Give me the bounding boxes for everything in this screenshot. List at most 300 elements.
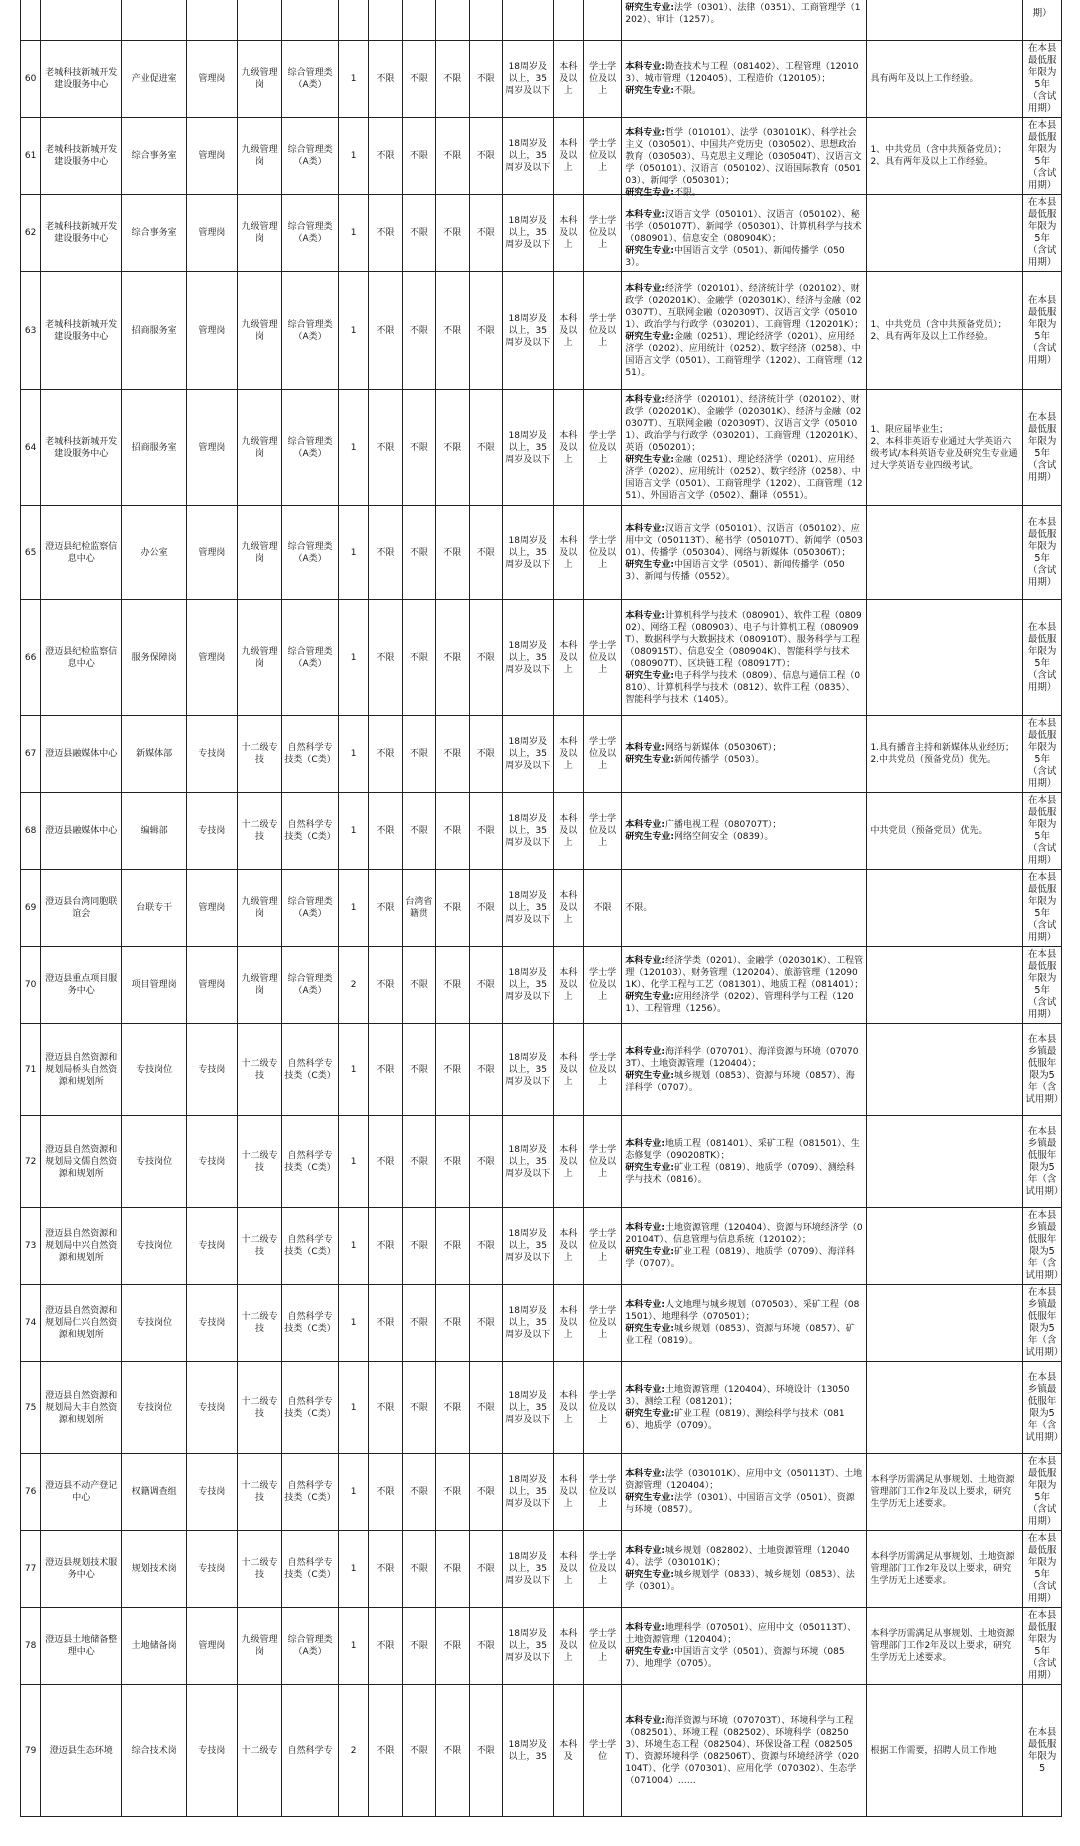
origin-cell: 不限 [402, 272, 435, 390]
service-term-cell: 在本县最低服年限为5年（含试用期） [1023, 41, 1062, 118]
origin-cell: 不限 [402, 1024, 435, 1116]
other-requirements-cell [867, 195, 1023, 272]
department-cell: 招商服务室 [122, 272, 187, 390]
hire-count-cell: 1 [338, 600, 368, 716]
service-term-cell: 在本县最低服年限为5年（含试用期） [1023, 793, 1062, 870]
post-level-cell: 九级管理岗 [237, 41, 282, 118]
ethnicity-cell: 不限 [369, 1531, 402, 1608]
ethnicity-cell [369, 0, 402, 41]
major-cell [622, 118, 867, 198]
ethnicity-cell: 不限 [369, 1362, 402, 1454]
hire-count-cell: 2 [338, 947, 368, 1024]
hire-count-cell: 1 [338, 1454, 368, 1531]
major-cell [622, 1208, 867, 1285]
exam-category-cell: 综合管理类（A类） [282, 118, 339, 195]
other-requirements-cell: 1、限应届毕业生； 2、本科非英语专业通过大学英语六级考试/本科英语专业及研究生专业通过大学英语专业四级考试。 [867, 390, 1023, 506]
major-label: 研究生专业: [625, 1493, 674, 1503]
post-type-cell: 专技岗 [187, 1024, 238, 1116]
major-label: 研究生专业: [625, 670, 674, 681]
major-label: 研究生专业: [625, 86, 674, 96]
other-requirements-cell: 1、中共党员（含中共预备党员）； 2、具有两年及以上工作经验。 [867, 118, 1023, 195]
other-requirements-cell: 1.具有播音主持和新媒体从业经历； 2.中共党员（预备党员）优先。 [867, 716, 1023, 793]
major-text: 土地资源管理（120404）、资源与环境经济学（020104T）、信息管理与信息系统（120102）； [625, 1223, 863, 1245]
major-label: 研究生专业: [625, 188, 674, 198]
major-line [625, 1222, 863, 1246]
table-row [21, 1454, 1062, 1531]
row-number-cell: 60 [21, 41, 41, 118]
service-term-cell: 在本县最低服年限为5年（含试用期） [1023, 1454, 1062, 1531]
major-line [625, 523, 863, 559]
major-line [625, 1323, 863, 1347]
department-cell: 综合事务室 [122, 195, 187, 272]
major-text: 海洋资源与环境（070703T）、环境科学与工程（082501）、环境工程（082502）、环境科学（082503）、环境生态工程（082504）、环保设备工程（082505T）、资源环境科学（082506T）、资源与环境经济学（020104T）、化学（070301）、应用化学（070302）、生态学（071004）…… [625, 1715, 859, 1786]
exam-category-cell: 自然科学专技类（C类） [282, 716, 339, 793]
hire-count-cell: 1 [338, 793, 368, 870]
exam-category-cell: 综合管理类（A类） [282, 390, 339, 506]
row-number-cell: 71 [21, 1024, 41, 1116]
origin-cell: 不限 [402, 1685, 435, 1817]
political-status-cell: 不限 [436, 1285, 469, 1362]
degree-cell: 学士学位及以上 [583, 600, 621, 716]
gender-cell [469, 0, 502, 41]
hire-count-cell: 1 [338, 118, 368, 195]
political-status-cell: 不限 [436, 947, 469, 1024]
row-number-cell: 68 [21, 793, 41, 870]
post-level-cell: 九级管理岗 [237, 1608, 282, 1685]
major-cell [622, 870, 867, 947]
political-status-cell: 不限 [436, 1531, 469, 1608]
political-status-cell: 不限 [436, 195, 469, 272]
post-level-cell: 九级管理岗 [237, 947, 282, 1024]
origin-cell: 不限 [402, 947, 435, 1024]
table-row [21, 1285, 1062, 1362]
row-number-cell: 70 [21, 947, 41, 1024]
education-cell: 本科及以上 [553, 947, 583, 1024]
gender-cell: 不限 [469, 1024, 502, 1116]
major-text: 经济学（020101）、经济统计学（020102）、财政学（020201K）、金融学（020301K）、经济与金融（020307T）、互联网金融（020309T）、汉语言文学（050101）、政治学与行政学（030201）、工商管理（120201K）； [625, 283, 864, 330]
post-type-cell: 专技岗 [187, 1531, 238, 1608]
major-line [625, 991, 863, 1015]
post-level-cell: 九级管理岗 [237, 870, 282, 947]
major-label: 本科专业: [625, 610, 665, 621]
ethnicity-cell: 不限 [369, 506, 402, 600]
unit-name-cell: 澄迈县自然资源和规划局中兴自然资源和规划所 [41, 1208, 122, 1285]
major-text: 不限。 [625, 903, 653, 913]
other-requirements-cell: 中共党员（预备党员）优先。 [867, 793, 1023, 870]
origin-cell: 不限 [402, 1608, 435, 1685]
major-text: 哲学（010101）、法学（030101K）、科学社会主义（030501）、中国共产党历史（030502）、思想政治教育（030503）、马克思主义理论（030504T）、汉语言文学（050101）、汉语言（050102）、汉语国际教育（050103）、新闻学（050301）； [625, 128, 862, 186]
service-term-cell: 在本县最低服年限为5年（含试用期） [1023, 118, 1062, 195]
education-cell: 本科及以上 [553, 195, 583, 272]
major-line [625, 2, 863, 26]
major-line [625, 1622, 863, 1646]
gender-cell: 不限 [469, 600, 502, 716]
unit-name-cell [41, 0, 122, 41]
service-term-cell: 在本县最低服年限为5年（含试用期） [1023, 1531, 1062, 1608]
unit-name-cell: 澄迈县重点项目服务中心 [41, 947, 122, 1024]
post-level-cell: 九级管理岗 [237, 272, 282, 390]
service-term-cell: 在本县最低服年限为5 [1023, 1685, 1062, 1817]
unit-name-cell: 澄迈县台湾同胞联谊会 [41, 870, 122, 947]
major-line [625, 245, 863, 269]
origin-cell: 不限 [402, 41, 435, 118]
unit-name-cell: 澄迈县自然资源和规划局仁兴自然资源和规划所 [41, 1285, 122, 1362]
other-requirements-cell: 本科学历需满足从事规划、土地资源管理部门工作2年及以上要求，研究生学历无上述要求。 [867, 1454, 1023, 1531]
post-type-cell: 管理岗 [187, 870, 238, 947]
other-requirements-cell [867, 1362, 1023, 1454]
age-requirement-cell: 18周岁及以上，35周岁及以下 [502, 41, 553, 118]
age-requirement-cell: 18周岁及以上，35周岁及以下 [502, 870, 553, 947]
education-cell: 本科及以上 [553, 793, 583, 870]
other-requirements-cell: 1、中共党员（含中共预备党员）； 2、具有两年及以上工作经验。 [867, 272, 1023, 390]
major-line [625, 819, 863, 831]
ethnicity-cell: 不限 [369, 947, 402, 1024]
row-number-cell: 78 [21, 1608, 41, 1685]
post-level-cell: 十二级专技 [237, 1024, 282, 1116]
table-row [21, 870, 1062, 947]
political-status-cell: 不限 [436, 41, 469, 118]
degree-cell: 学士学位及以上 [583, 506, 621, 600]
hire-count-cell: 1 [338, 1208, 368, 1285]
service-term-cell: 在本县最低服年限为5年（含试用期） [1023, 506, 1062, 600]
department-cell: 土地储备岗 [122, 1608, 187, 1685]
gender-cell: 不限 [469, 506, 502, 600]
major-cell [622, 1608, 867, 1685]
origin-cell [402, 0, 435, 41]
education-cell [553, 0, 583, 41]
other-requirements-cell [867, 506, 1023, 600]
ethnicity-cell: 不限 [369, 793, 402, 870]
major-text: 法学（030101K）、应用中文（050113T）、土地资源管理（120404）； [625, 1469, 863, 1491]
post-type-cell: 专技岗 [187, 716, 238, 793]
hire-count-cell: 1 [338, 1116, 368, 1208]
political-status-cell [436, 0, 469, 41]
education-cell: 本科及以上 [553, 272, 583, 390]
hire-count-cell: 2 [338, 1685, 368, 1817]
age-requirement-cell: 18周岁及以上，35周岁及以下 [502, 1116, 553, 1208]
other-requirements-cell [867, 1024, 1023, 1116]
table-row [21, 1116, 1062, 1208]
department-cell: 规划技术岗 [122, 1531, 187, 1608]
ethnicity-cell: 不限 [369, 118, 402, 195]
age-requirement-cell: 18周岁及以上，35周岁及以下 [502, 600, 553, 716]
ethnicity-cell: 不限 [369, 1208, 402, 1285]
major-line [625, 1408, 863, 1432]
hire-count-cell: 1 [338, 1024, 368, 1116]
table-row [21, 1208, 1062, 1285]
origin-cell: 不限 [402, 1531, 435, 1608]
major-line [625, 610, 863, 670]
major-label: 本科专业: [625, 523, 665, 534]
ethnicity-cell: 不限 [369, 195, 402, 272]
major-cell [622, 1285, 867, 1362]
education-cell: 本科及以上 [553, 390, 583, 506]
origin-cell: 不限 [402, 1285, 435, 1362]
post-type-cell: 专技岗 [187, 1208, 238, 1285]
degree-cell: 学士学位 [583, 1685, 621, 1817]
post-level-cell: 十二级专技 [237, 1362, 282, 1454]
department-cell: 权籍调查组 [122, 1454, 187, 1531]
post-type-cell: 管理岗 [187, 947, 238, 1024]
major-label: 本科专业: [625, 1715, 665, 1726]
major-label: 本科专业: [625, 743, 665, 753]
hire-count-cell: 1 [338, 1531, 368, 1608]
post-level-cell: 十二级专技 [237, 793, 282, 870]
unit-name-cell: 老城科技新城开发建设服务中心 [41, 41, 122, 118]
department-cell: 招商服务室 [122, 390, 187, 506]
other-requirements-cell [867, 0, 1023, 41]
political-status-cell: 不限 [436, 1116, 469, 1208]
age-requirement-cell: 18周岁及以上，35周岁及以下 [502, 716, 553, 793]
degree-cell: 学士学位及以上 [583, 195, 621, 272]
ethnicity-cell: 不限 [369, 1024, 402, 1116]
department-cell: 服务保障岗 [122, 600, 187, 716]
unit-name-cell: 澄迈县融媒体中心 [41, 716, 122, 793]
row-number-cell: 62 [21, 195, 41, 272]
major-label: 本科专业: [625, 128, 665, 138]
major-cell [622, 1024, 867, 1116]
major-label: 研究生专业: [625, 454, 674, 465]
row-number-cell: 77 [21, 1531, 41, 1608]
major-text: 城乡规划（0853）、资源与环境（0857）、海洋科学（0707）。 [625, 1070, 855, 1093]
major-line [625, 61, 863, 85]
department-cell: 专技岗位 [122, 1362, 187, 1454]
department-cell: 台联专干 [122, 870, 187, 947]
department-cell: 产业促进室 [122, 41, 187, 118]
post-type-cell: 管理岗 [187, 506, 238, 600]
major-cell [622, 716, 867, 793]
post-type-cell: 专技岗 [187, 1685, 238, 1817]
major-line [625, 394, 863, 454]
row-number-cell: 76 [21, 1454, 41, 1531]
table-row [21, 793, 1062, 870]
major-line [625, 1646, 863, 1670]
exam-category-cell [282, 0, 339, 41]
post-level-cell: 十二级专技 [237, 1208, 282, 1285]
ethnicity-cell: 不限 [369, 600, 402, 716]
major-line [625, 1468, 863, 1492]
major-text: 汉语言文学（050101）、汉语言（050102）、应用中文（050113T）、秘书学（050107T）、新闻学（050301）、传播学（050304）、网络与新媒体（050306T）； [625, 523, 864, 558]
post-type-cell: 管理岗 [187, 272, 238, 390]
table-row [21, 506, 1062, 600]
table-row [21, 716, 1062, 793]
major-line [625, 559, 863, 583]
table-row [21, 1362, 1062, 1454]
major-text: 海洋科学（070701）、海洋资源与环境（070703T）、土地资源管理（120404）； [625, 1046, 859, 1069]
hire-count-cell: 1 [338, 1285, 368, 1362]
exam-category-cell: 自然科学专技类（C类） [282, 1454, 339, 1531]
major-line [625, 1569, 863, 1593]
education-cell: 本科及以上 [553, 1285, 583, 1362]
major-line [625, 1545, 863, 1569]
major-label: 研究生专业: [625, 1647, 674, 1657]
education-cell: 本科及以上 [553, 41, 583, 118]
table-row [21, 118, 1062, 195]
major-cell [622, 1454, 867, 1531]
education-cell: 本科及以上 [553, 1454, 583, 1531]
education-cell: 本科及以上 [553, 716, 583, 793]
row-number-cell: 67 [21, 716, 41, 793]
hire-count-cell [338, 0, 368, 41]
other-requirements-cell [867, 870, 1023, 947]
political-status-cell: 不限 [436, 1208, 469, 1285]
major-text: 汉语言文学（050101）、汉语言（050102）、秘书学（050107T）、新闻学（050301）、计算机科学与技术（080901）、信息安全（080904K）； [625, 210, 862, 244]
major-line [625, 454, 863, 502]
degree-cell: 学士学位及以上 [583, 272, 621, 390]
age-requirement-cell: 18周岁及以上，35周岁及以下 [502, 1285, 553, 1362]
exam-category-cell: 综合管理类（A类） [282, 870, 339, 947]
post-level-cell: 九级管理岗 [237, 506, 282, 600]
unit-name-cell: 老城科技新城开发建设服务中心 [41, 272, 122, 390]
post-level-cell: 九级管理岗 [237, 118, 282, 195]
education-cell: 本科及 [553, 1685, 583, 1817]
major-text: 矿业工程（0819）、地质学（0709）、测绘科学与技术（0816）。 [625, 1162, 855, 1185]
department-cell: 专技岗位 [122, 1208, 187, 1285]
recruitment-table [20, 0, 1062, 1817]
row-number-cell: 72 [21, 1116, 41, 1208]
political-status-cell: 不限 [436, 1362, 469, 1454]
table-row [21, 1608, 1062, 1685]
major-text: 城乡规划学（0833）、城乡规划（0853）、法学（0301）。 [625, 1570, 855, 1592]
major-text: 经济学（020101）、经济统计学（020102）、财政学（020201K）、金融学（020301K）、经济与金融（020307T）、互联网金融（020309T）、汉语言文学（050101）、政治学与行政学（030201）、工商管理（120201K）、英语（050201）； [625, 394, 864, 453]
row-number-cell: 79 [21, 1685, 41, 1817]
service-term-cell: 在本县乡镇最低服年限为5年（含试用期） [1023, 1362, 1062, 1454]
age-requirement-cell: 18周岁及以上，35周岁及以下 [502, 1531, 553, 1608]
major-label: 研究生专业: [625, 755, 674, 765]
origin-cell: 不限 [402, 600, 435, 716]
major-text: 网络与新媒体（050306T）； [665, 743, 782, 753]
exam-category-cell: 综合管理类（A类） [282, 600, 339, 716]
major-text: 城乡规划（082802）、土地资源管理（120404）、法学（030101K）； [625, 1546, 850, 1568]
major-label: 本科专业: [625, 1623, 665, 1633]
other-requirements-cell: 根据工作需要，招聘人员工作地 [867, 1685, 1023, 1817]
unit-name-cell: 澄迈县自然资源和规划局文儒自然资源和规划所 [41, 1116, 122, 1208]
exam-category-cell: 综合管理类（A类） [282, 947, 339, 1024]
ethnicity-cell: 不限 [369, 272, 402, 390]
major-label: 研究生专业: [625, 559, 674, 570]
post-type-cell: 管理岗 [187, 1608, 238, 1685]
hire-count-cell: 1 [338, 1608, 368, 1685]
major-label: 本科专业: [625, 210, 665, 220]
row-number-cell: 74 [21, 1285, 41, 1362]
department-cell: 专技岗位 [122, 1285, 187, 1362]
major-text: 勘查技术与工程（081402）、工程管理（120103）、城市管理（120405）、工程造价（120105）； [625, 62, 859, 84]
degree-cell: 学士学位及以上 [583, 1024, 621, 1116]
degree-cell: 学士学位及以上 [583, 1285, 621, 1362]
major-cell [622, 1531, 867, 1608]
age-requirement-cell: 18周岁及以上，35周岁及以下 [502, 506, 553, 600]
major-line [625, 754, 863, 766]
age-requirement-cell: 18周岁及以上，35周岁及以下 [502, 1024, 553, 1116]
department-cell: 项目管理岗 [122, 947, 187, 1024]
major-text: 城乡规划（0853）、资源与环境（0857）、矿业工程（0819）。 [625, 1324, 855, 1346]
major-label: 本科专业: [625, 1300, 665, 1310]
origin-cell: 不限 [402, 1116, 435, 1208]
row-number-cell: 61 [21, 118, 41, 195]
degree-cell: 学士学位及以上 [583, 1608, 621, 1685]
unit-name-cell: 澄迈县生态环境 [41, 1685, 122, 1817]
exam-category-cell: 综合管理类（A类） [282, 506, 339, 600]
department-cell [122, 0, 187, 41]
origin-cell: 不限 [402, 506, 435, 600]
education-cell: 本科及以上 [553, 1024, 583, 1116]
post-type-cell [187, 0, 238, 41]
major-cell [622, 793, 867, 870]
table-row [21, 41, 1062, 118]
ethnicity-cell: 不限 [369, 1685, 402, 1817]
age-requirement-cell: 18周岁及以上，35周岁及以下 [502, 195, 553, 272]
table-row [21, 1531, 1062, 1608]
education-cell: 本科及以上 [553, 1116, 583, 1208]
ethnicity-cell: 不限 [369, 1285, 402, 1362]
origin-cell: 不限 [402, 195, 435, 272]
age-requirement-cell: 18周岁及以上，35周岁及以下 [502, 947, 553, 1024]
major-text: 中国语言文学（0501）、新闻传播学（0503）、新闻与传播（0552）。 [625, 559, 845, 582]
major-line [625, 1492, 863, 1516]
exam-category-cell: 自然科学专技类（C类） [282, 793, 339, 870]
major-line [625, 831, 863, 843]
education-cell: 本科及以上 [553, 600, 583, 716]
post-type-cell: 专技岗 [187, 1116, 238, 1208]
gender-cell: 不限 [469, 716, 502, 793]
major-label: 本科专业: [625, 1046, 665, 1057]
major-label: 研究生专业: [625, 1162, 674, 1173]
table-row [21, 1685, 1062, 1817]
major-cell [622, 600, 867, 716]
post-type-cell: 专技岗 [187, 1285, 238, 1362]
gender-cell: 不限 [469, 1208, 502, 1285]
exam-category-cell: 综合管理类（A类） [282, 41, 339, 118]
row-number-cell: 64 [21, 390, 41, 506]
post-type-cell: 管理岗 [187, 390, 238, 506]
hire-count-cell: 1 [338, 41, 368, 118]
major-cell [622, 506, 867, 600]
major-line [625, 283, 863, 331]
service-term-cell: 在本县最低服年限为5年（含试用期） [1023, 947, 1062, 1024]
major-line [625, 127, 863, 187]
service-term-cell: 在本县最低服年限为5年（含试用期） [1023, 870, 1062, 947]
origin-cell: 台湾省籍贯 [402, 870, 435, 947]
degree-cell: 学士学位及以上 [583, 793, 621, 870]
age-requirement-cell: 18周岁及以上，35周岁及以下 [502, 793, 553, 870]
major-line [625, 1299, 863, 1323]
major-line [625, 85, 863, 97]
unit-name-cell: 澄迈县自然资源和规划局桥头自然资源和规划所 [41, 1024, 122, 1116]
department-cell: 专技岗位 [122, 1116, 187, 1208]
age-requirement-cell: 18周岁及以上，35周岁及以下 [502, 390, 553, 506]
age-requirement-cell: 18周岁及以上，35周岁及以下 [502, 1208, 553, 1285]
gender-cell: 不限 [469, 1531, 502, 1608]
major-label: 研究生专业: [625, 992, 674, 1002]
post-type-cell: 管理岗 [187, 41, 238, 118]
ethnicity-cell: 不限 [369, 41, 402, 118]
unit-name-cell: 澄迈县不动产登记中心 [41, 1454, 122, 1531]
exam-category-cell: 自然科学专技类（C类） [282, 1024, 339, 1116]
major-line [625, 1384, 863, 1408]
post-level-cell: 十二级专 [237, 1685, 282, 1817]
ethnicity-cell: 不限 [369, 1454, 402, 1531]
gender-cell: 不限 [469, 1685, 502, 1817]
gender-cell: 不限 [469, 41, 502, 118]
major-text: 法学（0301）、法律（0351）、工商管理学（1202）、审计（1257）。 [625, 2, 861, 25]
row-number-cell: 63 [21, 272, 41, 390]
major-line [625, 1246, 863, 1270]
education-cell: 本科及以上 [553, 870, 583, 947]
gender-cell: 不限 [469, 1362, 502, 1454]
origin-cell: 不限 [402, 1362, 435, 1454]
major-text: 新闻传播学（0503）。 [674, 755, 765, 765]
row-number-cell: 65 [21, 506, 41, 600]
